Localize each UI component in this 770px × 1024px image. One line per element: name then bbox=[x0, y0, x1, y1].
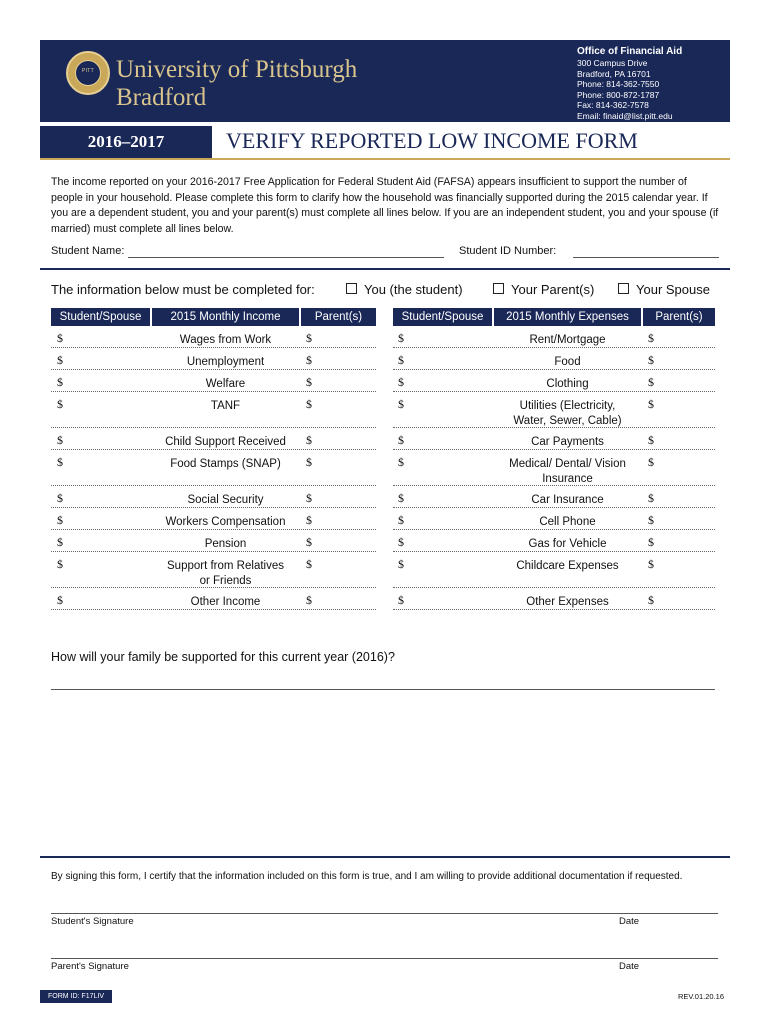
student-signature-field[interactable] bbox=[51, 913, 718, 914]
expense-category-label: Car Insurance bbox=[531, 494, 604, 506]
section-divider bbox=[40, 268, 730, 270]
income-parent-amount[interactable]: $ bbox=[306, 593, 312, 607]
student-name-field[interactable] bbox=[128, 257, 444, 258]
option-parents[interactable] bbox=[493, 282, 594, 297]
income-parent-amount[interactable]: $ bbox=[306, 375, 312, 389]
expense-header-parents: Parent(s) bbox=[643, 308, 715, 326]
option-spouse-label: Your Spouse bbox=[636, 282, 710, 297]
expense-row-line bbox=[393, 507, 715, 508]
income-row-line bbox=[51, 347, 376, 348]
expense-student-amount[interactable]: $ bbox=[398, 593, 404, 607]
expense-parent-amount[interactable]: $ bbox=[648, 433, 654, 447]
support-question: How will your family be supported for this current year (2016)? bbox=[51, 650, 395, 664]
expense-parent-amount[interactable]: $ bbox=[648, 375, 654, 389]
income-student-amount[interactable]: $ bbox=[57, 353, 63, 367]
expense-student-amount[interactable]: $ bbox=[398, 455, 404, 469]
expense-student-amount[interactable]: $ bbox=[398, 353, 404, 367]
student-signature-label: Student's Signature bbox=[51, 916, 134, 927]
expense-category-label: Gas for Vehicle bbox=[528, 538, 607, 550]
income-category-label: Food Stamps (SNAP) bbox=[170, 458, 281, 470]
form-title: VERIFY REPORTED LOW INCOME FORM bbox=[226, 128, 638, 153]
income-student-amount[interactable]: $ bbox=[57, 397, 63, 411]
income-student-amount[interactable]: $ bbox=[57, 331, 63, 345]
expense-row-line bbox=[393, 391, 715, 392]
income-category-label: Social Security bbox=[187, 494, 264, 506]
option-student[interactable] bbox=[346, 282, 463, 297]
student-id-field[interactable] bbox=[573, 257, 719, 258]
expense-parent-amount[interactable]: $ bbox=[648, 557, 654, 571]
income-header-parents: Parent(s) bbox=[301, 308, 376, 326]
income-parent-amount[interactable]: $ bbox=[306, 353, 312, 367]
expense-parent-amount[interactable]: $ bbox=[648, 397, 654, 411]
option-student-label: You (the student) bbox=[364, 282, 463, 297]
income-row-line bbox=[51, 587, 376, 588]
expense-row-line bbox=[393, 347, 715, 348]
office-address: 300 Campus Drive bbox=[577, 58, 648, 68]
expense-student-amount[interactable]: $ bbox=[398, 375, 404, 389]
income-parent-amount[interactable]: $ bbox=[306, 455, 312, 469]
expense-row-line bbox=[393, 551, 715, 552]
income-category-label: Workers Compensation bbox=[165, 516, 286, 528]
expense-category-label: Utilities (Electricity, Water, Sewer, Cable) bbox=[513, 400, 622, 427]
section-divider bbox=[40, 856, 730, 858]
student-name-label: Student Name: bbox=[51, 245, 125, 257]
expense-category-label: Childcare Expenses bbox=[516, 560, 619, 572]
income-category-label: Child Support Received bbox=[165, 436, 286, 448]
income-category-label: Welfare bbox=[205, 378, 246, 390]
expense-header-category: 2015 Monthly Expenses bbox=[494, 308, 641, 326]
income-row-line bbox=[51, 609, 376, 610]
university-name: University of Pittsburgh bbox=[116, 56, 358, 83]
income-parent-amount[interactable]: $ bbox=[306, 331, 312, 345]
expense-category-label: Medical/ Dental/ Vision Insurance bbox=[509, 458, 626, 485]
income-student-amount[interactable]: $ bbox=[57, 433, 63, 447]
expense-row-line bbox=[393, 485, 715, 486]
office-phone-2: Phone: 800-872-1787 bbox=[577, 89, 660, 100]
seal-text: PITT bbox=[81, 68, 95, 74]
income-row-line bbox=[51, 391, 376, 392]
income-parent-amount[interactable]: $ bbox=[306, 557, 312, 571]
expense-student-amount[interactable]: $ bbox=[398, 491, 404, 505]
expense-category-label: Clothing bbox=[546, 378, 589, 390]
expense-row-line bbox=[393, 369, 715, 370]
office-fax: Fax: 814-362-7578 bbox=[577, 100, 649, 110]
expense-row-line bbox=[393, 587, 715, 588]
income-student-amount[interactable]: $ bbox=[57, 491, 63, 505]
form-id-badge: FORM ID: F17LIV bbox=[40, 990, 112, 1003]
income-row-line bbox=[51, 449, 376, 450]
income-category-label: Pension bbox=[204, 538, 247, 550]
expense-category-label: Other Expenses bbox=[526, 596, 609, 608]
office-city: Bradford, PA 16701 bbox=[577, 68, 651, 79]
expense-category-label: Cell Phone bbox=[539, 516, 596, 528]
expense-row-line bbox=[393, 449, 715, 450]
income-row-line bbox=[51, 485, 376, 486]
expense-parent-amount[interactable]: $ bbox=[648, 455, 654, 469]
income-header-student: Student/Spouse bbox=[51, 308, 150, 326]
income-parent-amount[interactable]: $ bbox=[306, 491, 312, 505]
expense-student-amount[interactable]: $ bbox=[398, 513, 404, 527]
income-row-line bbox=[51, 529, 376, 530]
income-row-line bbox=[51, 427, 376, 428]
checkbox-spouse[interactable] bbox=[618, 283, 629, 294]
parent-date-label: Date bbox=[619, 961, 640, 972]
expense-student-amount[interactable]: $ bbox=[398, 397, 404, 411]
parent-signature-field[interactable] bbox=[51, 958, 718, 959]
income-student-amount[interactable]: $ bbox=[57, 455, 63, 469]
expense-category-label: Rent/Mortgage bbox=[529, 334, 606, 346]
option-parents-label: Your Parent(s) bbox=[511, 282, 595, 297]
expense-student-amount[interactable]: $ bbox=[398, 433, 404, 447]
income-student-amount[interactable]: $ bbox=[57, 557, 63, 571]
expense-row-line bbox=[393, 529, 715, 530]
support-answer-field[interactable] bbox=[51, 689, 715, 690]
office-email: Email: finaid@list.pitt.edu bbox=[577, 110, 673, 121]
office-contact-block bbox=[577, 46, 682, 121]
income-student-amount[interactable]: $ bbox=[57, 513, 63, 527]
completed-for-label: The information below must be completed for: bbox=[51, 282, 315, 297]
income-student-amount[interactable]: $ bbox=[57, 375, 63, 389]
expense-student-amount[interactable]: $ bbox=[398, 535, 404, 549]
expense-parent-amount[interactable]: $ bbox=[648, 353, 654, 367]
income-parent-amount[interactable]: $ bbox=[306, 535, 312, 549]
income-category-label: Wages from Work bbox=[179, 334, 272, 346]
income-header-category: 2015 Monthly Income bbox=[152, 308, 299, 326]
expense-student-amount[interactable]: $ bbox=[398, 331, 404, 345]
income-row-line bbox=[51, 507, 376, 508]
option-spouse[interactable] bbox=[618, 282, 710, 297]
academic-year-badge: 2016–2017 bbox=[40, 126, 212, 158]
expense-parent-amount[interactable]: $ bbox=[648, 535, 654, 549]
expense-student-amount[interactable]: $ bbox=[398, 557, 404, 571]
student-id-label: Student ID Number: bbox=[459, 245, 557, 257]
certification-statement: By signing this form, I certify that the information included on this form is true, and I am willing to provide additional documentation if requested. bbox=[51, 871, 683, 882]
income-parent-amount[interactable]: $ bbox=[306, 397, 312, 411]
expense-category-label: Food bbox=[554, 356, 581, 368]
expense-row-line bbox=[393, 609, 715, 610]
income-row-line bbox=[51, 551, 376, 552]
university-seal-icon bbox=[66, 51, 110, 95]
expense-parent-amount[interactable]: $ bbox=[648, 331, 654, 345]
income-row-line bbox=[51, 369, 376, 370]
income-student-amount[interactable]: $ bbox=[57, 593, 63, 607]
student-date-label: Date bbox=[619, 916, 640, 927]
revision-label: REV.01.20.16 bbox=[677, 992, 724, 1001]
checkbox-parents[interactable] bbox=[493, 283, 504, 294]
income-category-label: Other Income bbox=[190, 596, 261, 608]
office-phone-1: Phone: 814-362-7550 bbox=[577, 79, 660, 89]
expense-parent-amount[interactable]: $ bbox=[648, 513, 654, 527]
expense-category-label: Car Payments bbox=[531, 436, 604, 448]
income-category-label: Support from Relatives or Friends bbox=[167, 560, 284, 587]
checkbox-student[interactable] bbox=[346, 283, 357, 294]
income-parent-amount[interactable]: $ bbox=[306, 433, 312, 447]
income-student-amount[interactable]: $ bbox=[57, 535, 63, 549]
income-category-label: Unemployment bbox=[186, 356, 265, 368]
expense-header-student: Student/Spouse bbox=[393, 308, 492, 326]
income-category-label: TANF bbox=[210, 400, 241, 412]
expense-parent-amount[interactable]: $ bbox=[648, 593, 654, 607]
income-parent-amount[interactable]: $ bbox=[306, 513, 312, 527]
office-title: Office of Financial Aid bbox=[577, 46, 683, 57]
expense-row-line bbox=[393, 427, 715, 428]
parent-signature-label: Parent's Signature bbox=[51, 961, 129, 972]
expense-parent-amount[interactable]: $ bbox=[648, 491, 654, 505]
campus-name: Bradford bbox=[116, 84, 207, 111]
intro-paragraph: The income reported on your 2016-2017 Free Application for Federal Student Aid (FAFSA) appears insufficient to support the number of people in your household. Please complete this form to clarify how the household was financially supported during the 2015 calendar year. If you are a dependent student, you and your parent(s) must complete all lines below. If you are an independent student, you and your spouse (if married) must complete all lines below. bbox=[51, 176, 719, 235]
